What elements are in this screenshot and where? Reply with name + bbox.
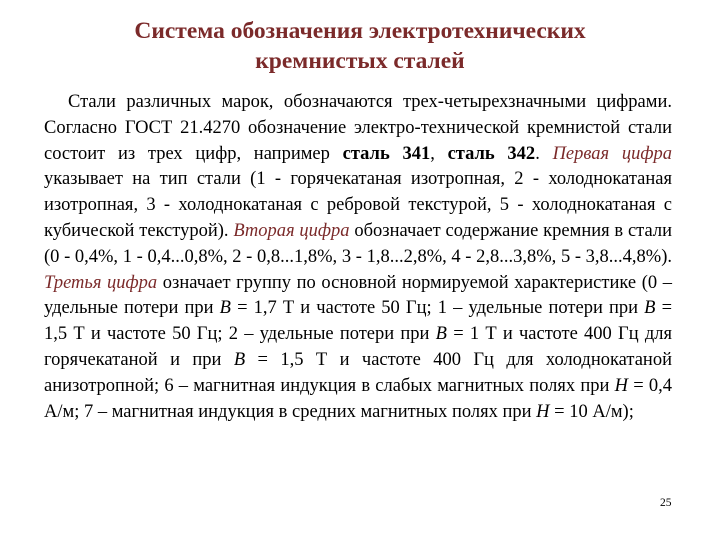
third-digit-term: Третья цифра (44, 272, 158, 293)
title-line-2: кремнистых сталей (255, 48, 465, 74)
var-b: B (644, 298, 656, 319)
var-h: H (536, 401, 550, 422)
text-dot: . (535, 143, 553, 164)
title-line-1: Система обозначения электротехнических (134, 18, 586, 44)
text-steel-types: указывает на тип стали (1 - горячекатаная изотропная, 2 - холоднокатаная изотропная, 3 - холоднокатаная с ребровой текстурой, 5 - холоднокатаная с кубической текстурой). (44, 169, 672, 241)
steel-342: сталь 342 (447, 143, 536, 164)
text-comma: , (430, 143, 448, 164)
text-loss-1: = 1,7 Т и частоте 50 Гц; 1 – удельные потери при (230, 298, 645, 319)
var-b: B (233, 349, 246, 370)
text-loss-3: = 1 Т и частоте 400 Гц для горячекатаной и при (44, 324, 672, 370)
text-silicon-content: обозначает содержание кремния в стали (0 - 0,4%, 1 - 0,4...0,8%, 2 - 0,8...1,8%, 3 - 1,8...2,8%, 4 - 2,8...3,8%, 5 - 3,8...4,8%). (44, 220, 672, 267)
var-b: B (219, 298, 231, 319)
text-induction-medium: = 0,4 А/м; 7 – магнитная индукция в средних магнитных полях при (44, 375, 672, 422)
text-intro: Стали различных марок, обозначаются трех-четырехзначными цифрами. Согласно ГОСТ 21.4270 обозначение электро-технической кремнистой стали состоит из трех цифр, например (44, 92, 672, 164)
second-digit-term: Вторая цифра (233, 220, 350, 241)
text-induction-weak: = 1,5 Т и частоте 400 Гц для холоднокатаной анизотропной; 6 – магнитная индукция в слабых магнитных полях при (44, 349, 672, 396)
slide-title (40, 16, 680, 76)
text-group: означает группу по основной нормируемой характеристике (0 – удельные потери при (44, 272, 672, 319)
var-b: B (435, 324, 447, 345)
var-h: H (614, 375, 629, 396)
first-digit-term: Первая цифра (552, 143, 673, 164)
text-end: = 10 А/м); (549, 401, 634, 422)
steel-341: сталь 341 (342, 143, 431, 164)
text-loss-2: = 1,5 Т и частоте 50 Гц; 2 – удельные потери при (44, 298, 672, 345)
page-number: 25 (660, 497, 672, 509)
body-paragraph (44, 90, 672, 425)
